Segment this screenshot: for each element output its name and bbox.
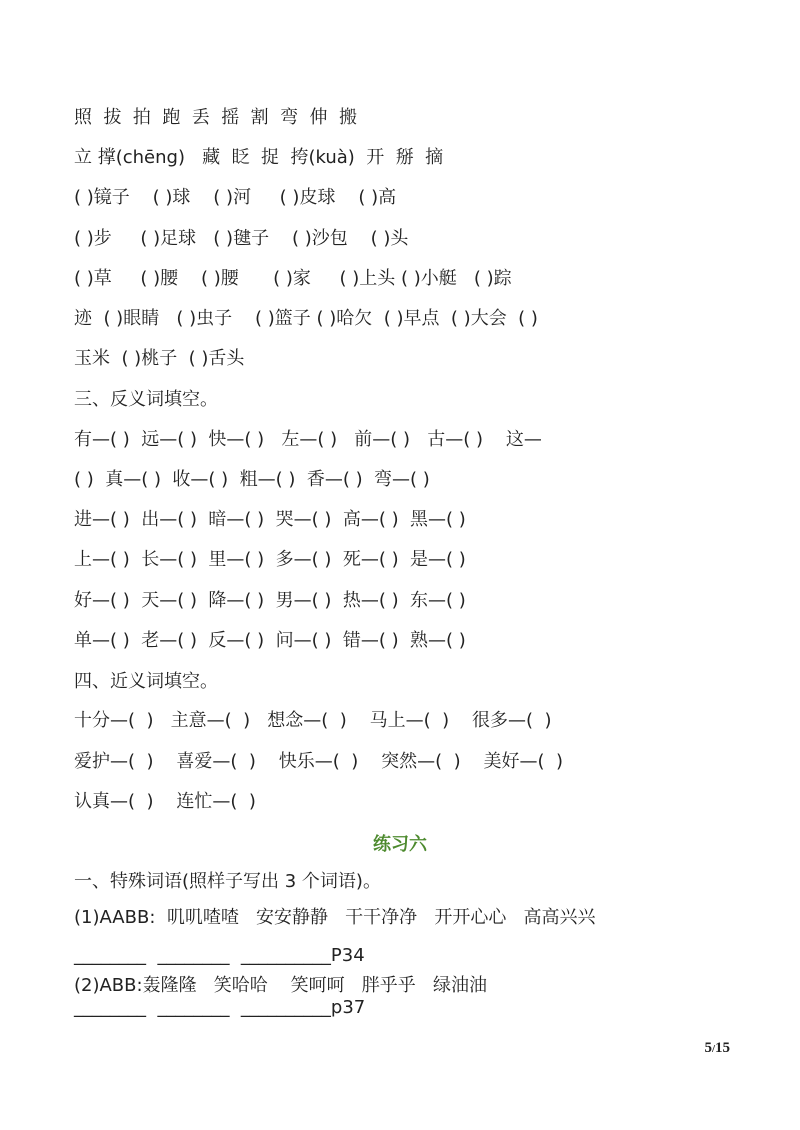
example-line: (1)AABB: 叽叽喳喳 安安静静 干干净净 开开心心 高高兴兴 <box>74 907 596 928</box>
section-heading: 一、特殊词语(照样子写出 3 个词语)。 <box>74 871 381 892</box>
antonym-line: 单—( ) 老—( ) 反—( ) 问—( ) 错—( ) 熟—( ) <box>74 630 466 651</box>
fill-blank-line: ( )草 ( )腰 ( )腰 ( )家 ( )上头 ( )小艇 ( )踪 <box>74 268 512 289</box>
verb-list-line: 照 拔 拍 跑 丢 摇 割 弯 伸 搬 <box>74 107 357 128</box>
section-heading: 三、反义词填空。 <box>74 389 218 410</box>
antonym-line: 有—( ) 远—( ) 快—( ) 左—( ) 前—( ) 古—( ) 这— <box>74 429 542 450</box>
synonym-line: 爱护—( ) 喜爱—( ) 快乐—( ) 突然—( ) 美好—( ) <box>74 751 563 772</box>
page-current: 5 <box>704 1040 712 1056</box>
antonym-line: 好—( ) 天—( ) 降—( ) 男—( ) 热—( ) 东—( ) <box>74 590 466 611</box>
page-total: 15 <box>715 1040 730 1056</box>
fill-blank-line: 迹 ( )眼睛 ( )虫子 ( )篮子 ( )哈欠 ( )早点 ( )大会 ( ) <box>74 308 538 329</box>
antonym-line: 上—( ) 长—( ) 里—( ) 多—( ) 死—( ) 是—( ) <box>74 549 466 570</box>
answer-blank-line: ________ ________ __________p37 <box>74 997 366 1018</box>
answer-blank-line: ________ ________ __________P34 <box>74 945 365 966</box>
fill-blank-line: ( )步 ( )足球 ( )毽子 ( )沙包 ( )头 <box>74 228 409 249</box>
section-title: 练习六 <box>373 834 427 855</box>
synonym-line: 认真—( ) 连忙—( ) <box>74 791 256 812</box>
example-line: (2)ABB:轰隆隆 笑哈哈 笑呵呵 胖乎乎 绿油油 <box>74 975 487 996</box>
section-heading: 四、近义词填空。 <box>74 671 218 692</box>
antonym-line: 进—( ) 出—( ) 暗—( ) 哭—( ) 高—( ) 黑—( ) <box>74 509 466 530</box>
verb-list-line: 立 撑(chēng) 藏 眨 捉 挎(kuà) 开 掰 摘 <box>74 147 444 168</box>
fill-blank-line: ( )镜子 ( )球 ( )河 ( )皮球 ( )高 <box>74 187 397 208</box>
synonym-line: 十分—( ) 主意—( ) 想念—( ) 马上—( ) 很多—( ) <box>74 710 552 731</box>
antonym-line: ( ) 真—( ) 收—( ) 粗—( ) 香—( ) 弯—( ) <box>74 469 430 490</box>
page-separator: / <box>711 1043 715 1055</box>
fill-blank-line: 玉米 ( )桃子 ( )舌头 <box>74 348 245 369</box>
page-number <box>660 1040 730 1057</box>
